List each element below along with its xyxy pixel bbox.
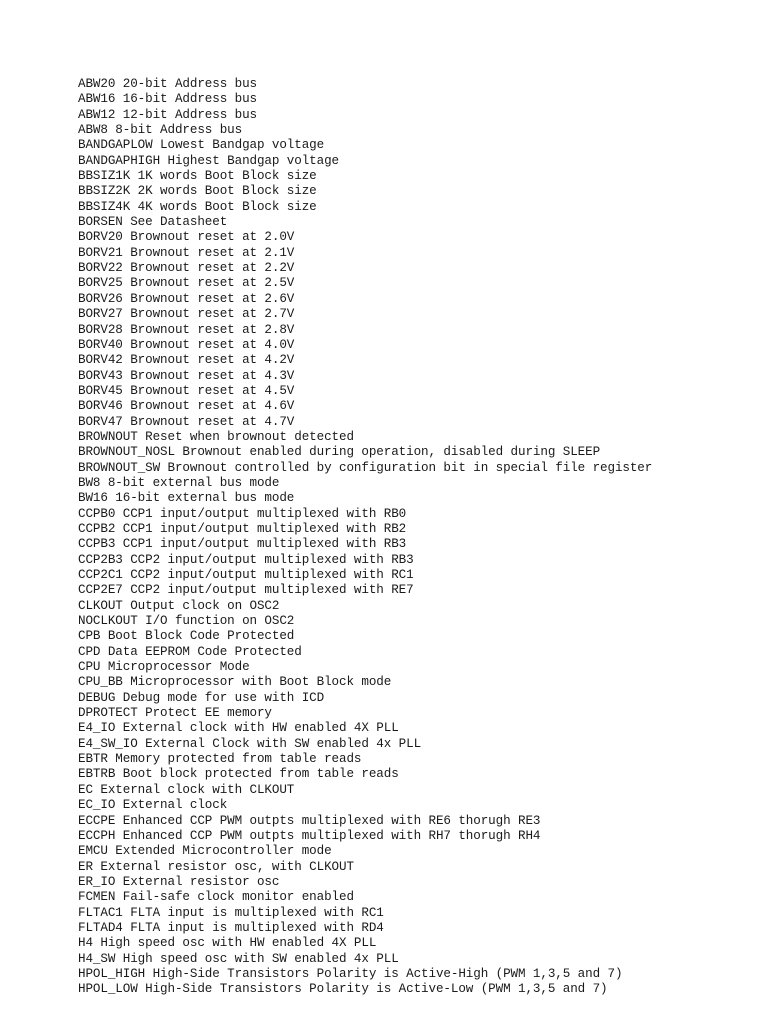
text-line: CPD Data EEPROM Code Protected [78, 644, 302, 659]
text-line: BORSEN See Datasheet [78, 215, 228, 230]
text-line: BROWNOUT_NOSL Brownout enabled during operation, disabled during SLEEP [78, 445, 601, 460]
text-line: BW16 16-bit external bus mode [78, 491, 295, 506]
text-line: DPROTECT Protect EE memory [78, 706, 272, 721]
text-line: BROWNOUT_SW Brownout controlled by configuration bit in special file register [78, 460, 653, 475]
text-line: FCMEN Fail-safe clock monitor enabled [78, 890, 354, 905]
text-line: BORV47 Brownout reset at 4.7V [78, 414, 295, 429]
text-line: BORV42 Brownout reset at 4.2V [78, 353, 295, 368]
text-line: BORV26 Brownout reset at 2.6V [78, 291, 295, 306]
text-line: ECCPH Enhanced CCP PWM outpts multiplexed with RH7 thorugh RH4 [78, 828, 541, 843]
text-line: BORV25 Brownout reset at 2.5V [78, 276, 295, 291]
text-line: EC External clock with CLKOUT [78, 782, 295, 797]
text-line: H4_SW High speed osc with SW enabled 4x PLL [78, 951, 399, 966]
text-line: BORV27 Brownout reset at 2.7V [78, 307, 295, 322]
text-line: ER_IO External resistor osc [78, 874, 280, 889]
text-line: CPU Microprocessor Mode [78, 660, 250, 675]
text-line: EBTR Memory protected from table reads [78, 752, 362, 767]
text-line: ABW8 8-bit Address bus [78, 123, 243, 138]
text-line: CCPB2 CCP1 input/output multiplexed with RB2 [78, 521, 407, 536]
fuse-list [78, 77, 652, 998]
text-line: ECCPE Enhanced CCP PWM outpts multiplexed with RE6 thorugh RE3 [78, 813, 541, 828]
text-line: CPB Boot Block Code Protected [78, 629, 295, 644]
text-line: ER External resistor osc, with CLKOUT [78, 859, 354, 874]
text-line: BORV28 Brownout reset at 2.8V [78, 322, 295, 337]
text-line: BORV43 Brownout reset at 4.3V [78, 368, 295, 383]
text-line: BANDGAPLOW Lowest Bandgap voltage [78, 138, 325, 153]
text-line: BORV22 Brownout reset at 2.2V [78, 261, 295, 276]
text-line: CCP2E7 CCP2 input/output multiplexed with RE7 [78, 583, 414, 598]
text-line: BBSIZ1K 1K words Boot Block size [78, 169, 317, 184]
text-line: BORV40 Brownout reset at 4.0V [78, 337, 295, 352]
text-line: ABW16 16-bit Address bus [78, 92, 257, 107]
text-line: BROWNOUT Reset when brownout detected [78, 429, 354, 444]
text-line: ABW12 12-bit Address bus [78, 107, 257, 122]
text-line: BBSIZ4K 4K words Boot Block size [78, 199, 317, 214]
text-line: ABW20 20-bit Address bus [78, 77, 257, 91]
text-line: CCPB0 CCP1 input/output multiplexed with RB0 [78, 506, 407, 521]
text-line: CCP2B3 CCP2 input/output multiplexed with RB3 [78, 552, 414, 567]
text-line: E4_IO External clock with HW enabled 4X PLL [78, 721, 399, 736]
text-line: BORV46 Brownout reset at 4.6V [78, 399, 295, 414]
text-line: BBSIZ2K 2K words Boot Block size [78, 184, 317, 199]
text-line: BORV20 Brownout reset at 2.0V [78, 230, 295, 245]
text-line: DEBUG Debug mode for use with ICD [78, 690, 325, 705]
text-line: EC_IO External clock [78, 798, 228, 813]
text-line: BORV21 Brownout reset at 2.1V [78, 245, 295, 260]
text-line: FLTAD4 FLTA input is multiplexed with RD4 [78, 920, 384, 935]
text-line: BORV45 Brownout reset at 4.5V [78, 383, 295, 398]
text-line: CLKOUT Output clock on OSC2 [78, 598, 280, 613]
text-line: HPOL_HIGH High-Side Transistors Polarity is Active-High (PWM 1,3,5 and 7) [78, 966, 623, 981]
text-line: CPU_BB Microprocessor with Boot Block mode [78, 675, 392, 690]
text-line: NOCLKOUT I/O function on OSC2 [78, 614, 295, 629]
text-line: FLTAC1 FLTA input is multiplexed with RC1 [78, 905, 384, 920]
text-line: BW8 8-bit external bus mode [78, 475, 280, 490]
text-line: CCP2C1 CCP2 input/output multiplexed with RC1 [78, 568, 414, 582]
text-line: H4 High speed osc with HW enabled 4X PLL [78, 936, 377, 951]
text-line: E4_SW_IO External Clock with SW enabled 4x PLL [78, 736, 422, 751]
text-line: HPOL_LOW High-Side Transistors Polarity is Active-Low (PWM 1,3,5 and 7) [78, 982, 608, 997]
text-line: EBTRB Boot block protected from table reads [78, 767, 399, 782]
text-line: BANDGAPHIGH Highest Bandgap voltage [78, 153, 340, 168]
text-line: EMCU Extended Microcontroller mode [78, 844, 332, 859]
text-line: CCPB3 CCP1 input/output multiplexed with RB3 [78, 537, 407, 552]
